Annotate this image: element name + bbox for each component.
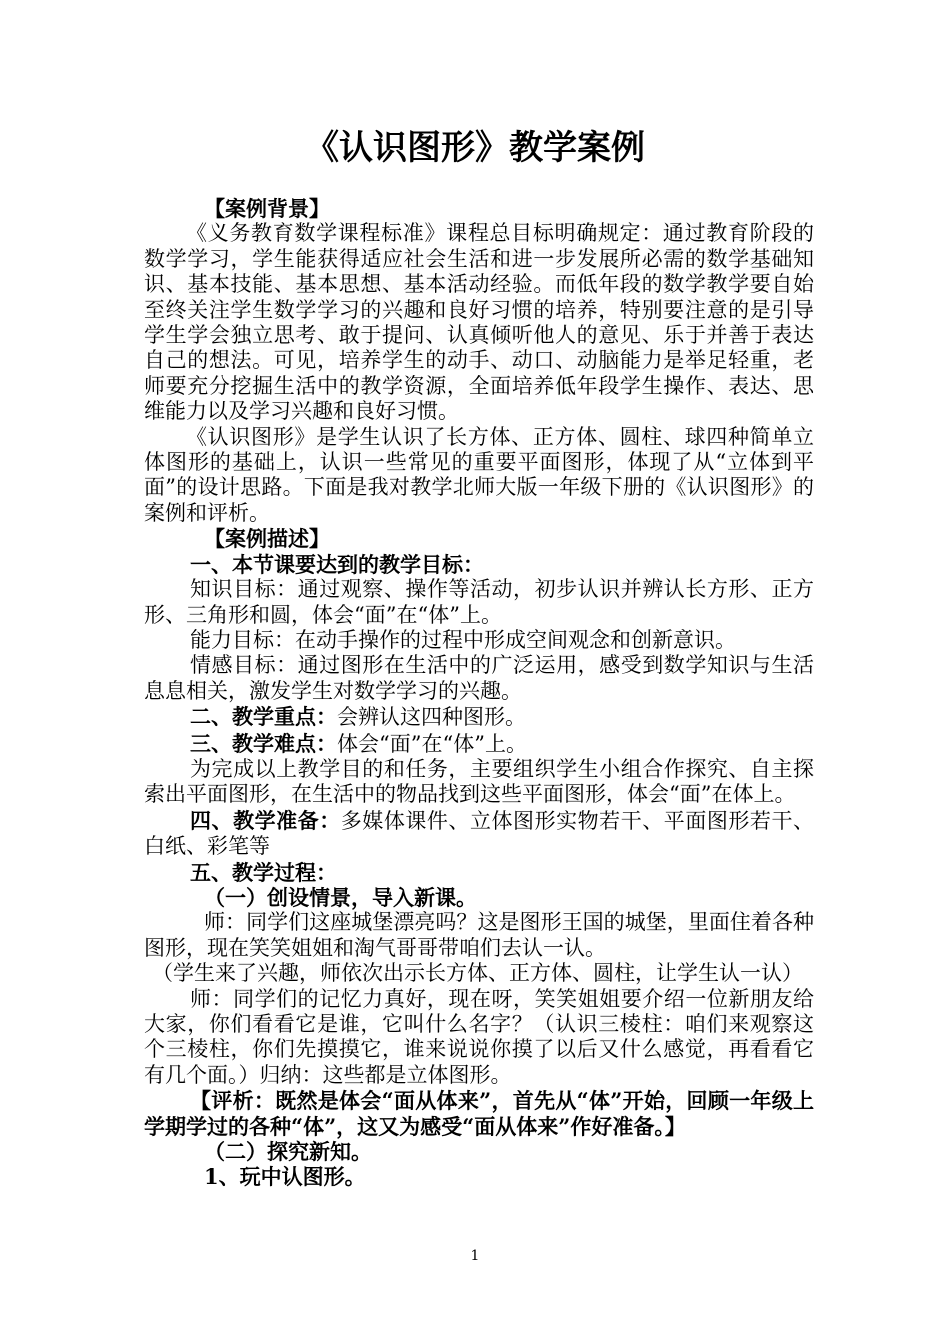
paragraph: 【案例描述】 (204, 526, 330, 552)
paragraph: 一、本节课要达到的教学目标： (190, 551, 484, 577)
document-title: 《认识图形》教学案例 (305, 128, 645, 168)
paragraph: 能力目标：在动手操作的过程中形成空间观念和创新意识。 (190, 627, 736, 652)
paragraph: （一）创设情景，导入新课。 (204, 884, 477, 910)
paragraph-segment: 四、教学准备： (190, 807, 341, 833)
paragraph (144, 704, 814, 730)
paragraph (144, 808, 814, 860)
paragraph: 师：同学们这座城堡漂亮吗？这是图形王国的城堡，里面住着各种图形，现在笑笑姐姐和淘气哥哥带咱们去认一认。 (144, 910, 814, 960)
paragraph-segment: 体会“面”在“体”上。 (337, 731, 527, 756)
paragraph: 《认识图形》是学生认识了长方体、正方体、圆柱、球四种简单立体图形的基础上，认识一些常见的重要平面图形，体现了从“立体到平面”的设计思路。下面是我对教学北师大版一年级下册的《认识图形》的案例和评析。 (144, 424, 814, 525)
paragraph-segment: 三、教学难点： (190, 730, 337, 756)
paragraph (144, 731, 814, 757)
paragraph: 【评析：既然是体会“面从体来”，首先从“体”开始，回顾一年级上学期学过的各种“体”，这又为感受“面从体来”作好准备。】 (144, 1088, 814, 1139)
paragraph-segment: 多媒体课件、立体图形实物若干、平面图形若干、白纸、彩笔等 (144, 808, 814, 859)
document-body (144, 196, 814, 1190)
paragraph: （学生来了兴趣，师依次出示长方体、正方体、圆柱，让学生认一认） (152, 961, 803, 986)
paragraph: 五、教学过程： (190, 859, 337, 885)
paragraph-segment: 二、教学重点： (190, 704, 337, 730)
paragraph: （二）探究新知。 (204, 1139, 372, 1165)
paragraph: 情感目标：通过图形在生活中的广泛运用，感受到数学知识与生活息息相关，激发学生对数学学习的兴趣。 (144, 653, 814, 703)
paragraph: 为完成以上教学目的和任务，主要组织学生小组合作探究、自主探索出平面图形，在生活中的物品找到这些平面图形，体会“面”在体上。 (144, 756, 814, 807)
paragraph: 1、玩中认图形。 (204, 1164, 366, 1190)
paragraph: 【案例背景】 (204, 196, 330, 221)
paragraph: 知识目标：通过观察、操作等活动，初步认识并辨认长方形、正方形、三角形和圆，体会“面”在“体”上。 (144, 577, 814, 627)
paragraph-segment: 会辨认这四种图形。 (337, 705, 526, 730)
page-number: 1 (470, 1248, 480, 1264)
paragraph: 师：同学们的记忆力真好，现在呀，笑笑姐姐要介绍一位新朋友给大家，你们看看它是谁，它叫什么名字？（认识三棱柱：咱们来观察这个三棱柱，你们先摸摸它，谁来说说你摸了以后又什么感觉，再看看它有几个面。）归纳：这些都是立体图形。 (144, 986, 814, 1087)
paragraph: 《义务教育数学课程标准》课程总目标明确规定：通过教育阶段的数学学习，学生能获得适应社会生活和进一步发展所必需的数学基础知识、基本技能、基本思想、基本活动经验。而低年段的数学教学要自始至终关注学生数学学习的兴趣和良好习惯的培养，特别要注意的是引导学生学会独立思考、敢于提问、认真倾听他人的意见、乐于并善于表达自己的想法。可见，培养学生的动手、动口、动脑能力是举足轻重，老师要充分挖掘生活中的教学资源，全面培养低年段学生操作、表达、思维能力以及学习兴趣和良好习惯。 (144, 221, 814, 424)
